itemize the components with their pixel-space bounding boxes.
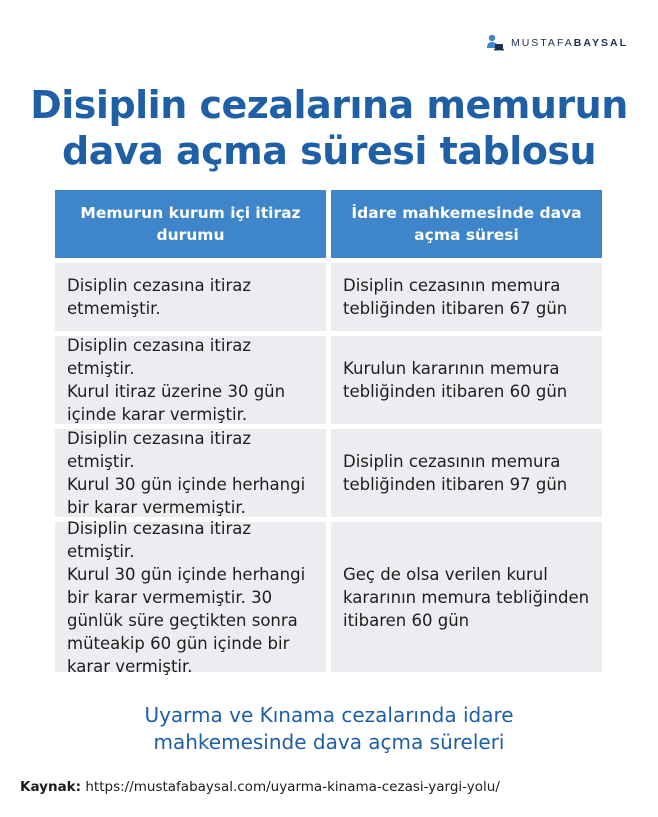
cell-line: Kurul 30 gün içinde herhangi: [67, 475, 306, 494]
cell-line: Disiplin cezasına itiraz etmiştir.: [67, 518, 251, 561]
objection-status-cell: [55, 518, 326, 676]
brand-name: [511, 37, 628, 49]
cell-line: Geç de olsa verilen kurul: [343, 564, 548, 584]
cell-line: Disiplin cezasına itiraz etmiştir.: [67, 336, 251, 378]
cell-line: Disiplin cezasına itiraz: [67, 276, 251, 295]
table-header-row: [55, 190, 603, 258]
header-line: açma süresi: [414, 226, 519, 244]
cell-line: bir karar vermemiştir.: [67, 498, 246, 517]
lawsuit-period-table: [55, 190, 603, 677]
brand-first: MUSTAFA: [510, 37, 574, 49]
brand-logo: [485, 33, 628, 53]
header-lawsuit-period: [331, 190, 602, 258]
subtitle-line-2: mahkemesinde dava açma süreleri: [153, 730, 505, 754]
title-line-1: Disiplin cezalarına memurun: [30, 83, 628, 127]
person-laptop-icon: [485, 33, 505, 53]
lawsuit-period-cell: [331, 263, 602, 331]
brand-last: BAYSAL: [573, 37, 628, 49]
cell-line: Kurul 30 gün içinde herhangi: [67, 564, 306, 584]
header-line: Memurun kurum içi itiraz: [80, 204, 301, 222]
page-title: [0, 82, 658, 174]
cell-line: tebliğinden itibaren 60 gün: [343, 382, 568, 401]
title-line-2: dava açma süresi tablosu: [62, 129, 596, 173]
table-row: [55, 263, 603, 331]
table-row: [55, 336, 603, 424]
cell-line: kararının memura tebliğinden: [343, 587, 590, 607]
source-line: [20, 779, 500, 795]
objection-status-cell: [55, 263, 326, 331]
lawsuit-period-cell: [331, 522, 602, 672]
cell-line: müteakip 60 gün içinde bir: [67, 633, 290, 653]
objection-status-cell: [55, 429, 326, 517]
table-row: [55, 429, 603, 517]
cell-line: Disiplin cezasına itiraz etmiştir.: [67, 429, 251, 471]
lawsuit-period-cell: [331, 429, 602, 517]
cell-line: Disiplin cezasının memura: [343, 276, 561, 295]
objection-status-cell: [55, 336, 326, 424]
header-line: durumu: [156, 226, 225, 244]
source-label: Kaynak:: [20, 779, 82, 795]
header-objection-status: [55, 190, 326, 258]
cell-line: tebliğinden itibaren 97 gün: [343, 475, 568, 494]
subtitle-line-1: Uyarma ve Kınama cezalarında idare: [144, 703, 514, 727]
cell-line: tebliğinden itibaren 67 gün: [343, 299, 568, 318]
table-row: [55, 518, 603, 676]
cell-line: günlük süre geçtikten sonra: [67, 610, 298, 630]
source-url: https://mustafabaysal.com/uyarma-kinama-cezasi-yargi-yolu/: [85, 779, 500, 795]
cell-line: karar vermiştir.: [67, 656, 193, 676]
header-line: İdare mahkemesinde dava: [351, 204, 582, 222]
lawsuit-period-cell: [331, 336, 602, 424]
cell-line: itibaren 60 gün: [343, 610, 470, 630]
cell-line: bir karar vermemiştir. 30: [67, 587, 273, 607]
cell-line: Kurulun kararının memura: [343, 359, 560, 378]
cell-line: etmemiştir.: [67, 299, 161, 318]
cell-line: Disiplin cezasının memura: [343, 452, 561, 471]
cell-line: Kurul itiraz üzerine 30 gün: [67, 382, 286, 401]
cell-line: içinde karar vermiştir.: [67, 405, 248, 424]
subtitle: [0, 702, 658, 756]
